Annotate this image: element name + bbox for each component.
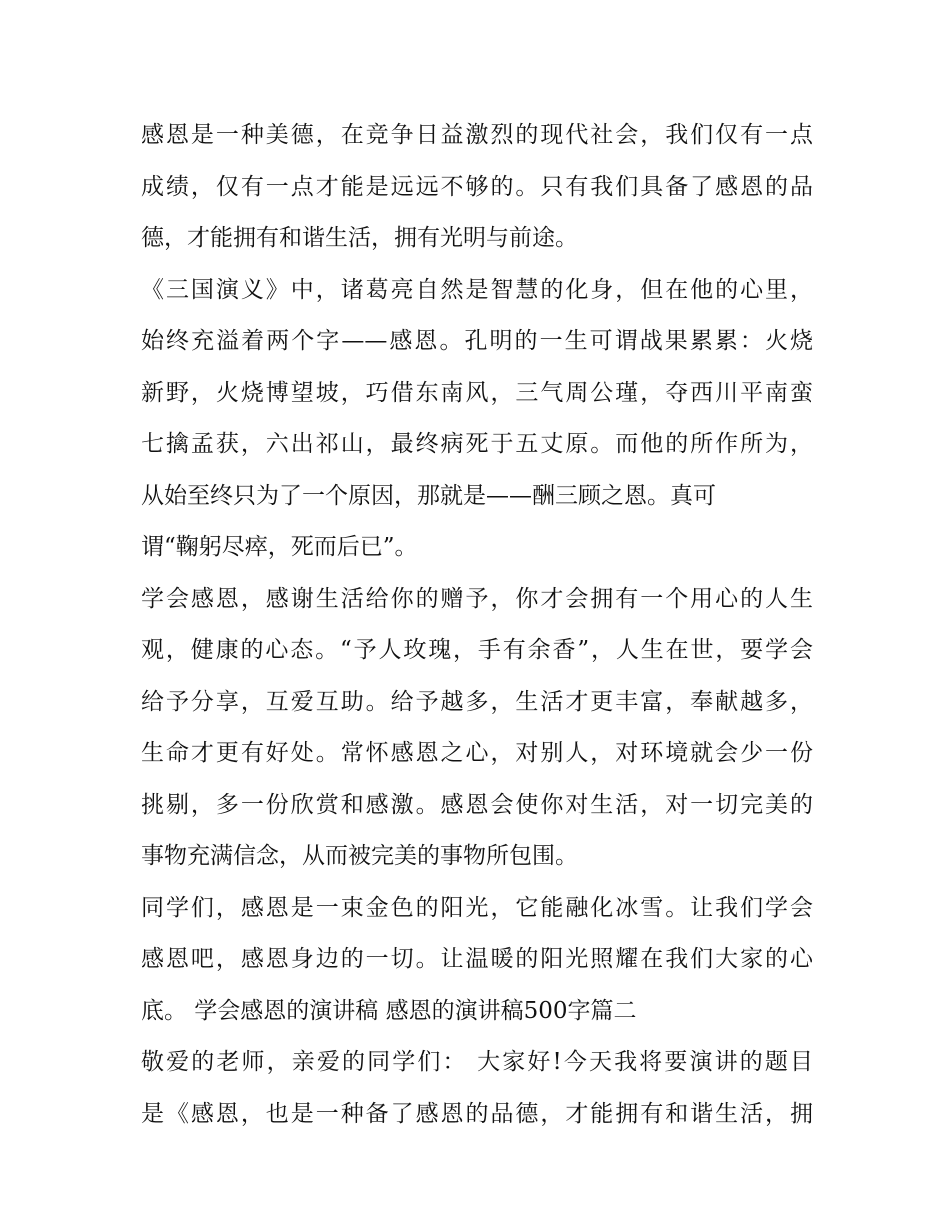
text-line: 感恩是一种美德，在竞争日益激烈的现代社会，我们仅有一点 [141, 122, 813, 148]
text-line: 是《感恩，也是一种备了感恩的品德，才能拥有和谐生活，拥 [141, 1100, 813, 1127]
text-line: 《三国演义》中，诸葛亮自然是智慧的化身，但在他的心里， [141, 276, 813, 303]
text-line: 生命才更有好处。常怀感恩之心，对别人，对环境就会少一份 [141, 740, 813, 766]
text-line: 底。 学会感恩的演讲稿 感恩的演讲稿500字篇二 [141, 997, 637, 1024]
text-line: 挑剔，多一份欣赏和感激。感恩会使你对生活，对一切完美的 [141, 791, 813, 818]
text-line: 给予分享，互爱互助。给予越多，生活才更丰富，奉献越多， [141, 688, 813, 715]
text-line: 学会感恩，感谢生活给你的赠予，你才会拥有一个用心的人生 [141, 585, 813, 612]
text-line: 成绩，仅有一点才能是远远不够的。只有我们具备了感恩的品 [141, 173, 813, 200]
text-line: 感恩吧，感恩身边的一切。让温暖的阳光照耀在我们大家的心 [141, 946, 813, 972]
text-line: 德，才能拥有和谐生活，拥有光明与前途。 [141, 225, 578, 251]
text-line: 从始至终只为了一个原因，那就是——酬三顾之恩。真可 [141, 482, 716, 509]
text-line: 谓“鞠躬尽瘁，死而后已”。 [141, 534, 418, 560]
text-line: 同学们，感恩是一束金色的阳光，它能融化冰雪。让我们学会 [141, 894, 813, 921]
text-line: 观，健康的心态。“予人玫瑰，手有余香”，人生在世，要学会 [141, 637, 813, 663]
text-line: 事物充满信念，从而被完美的事物所包围。 [141, 843, 578, 869]
text-line: 七擒孟获，六出祁山，最终病死于五丈原。而他的所作所为， [141, 431, 813, 457]
text-line: 始终充溢着两个字——感恩。孔明的一生可谓战果累累：火烧 [141, 328, 813, 354]
document-body [141, 110, 813, 1140]
text-line: 敬爱的老师，亲爱的同学们： 大家好!今天我将要演讲的题目 [141, 1049, 813, 1075]
text-line: 新野，火烧博望坡，巧借东南风，三气周公瑾，夺西川平南蛮 [141, 379, 813, 406]
